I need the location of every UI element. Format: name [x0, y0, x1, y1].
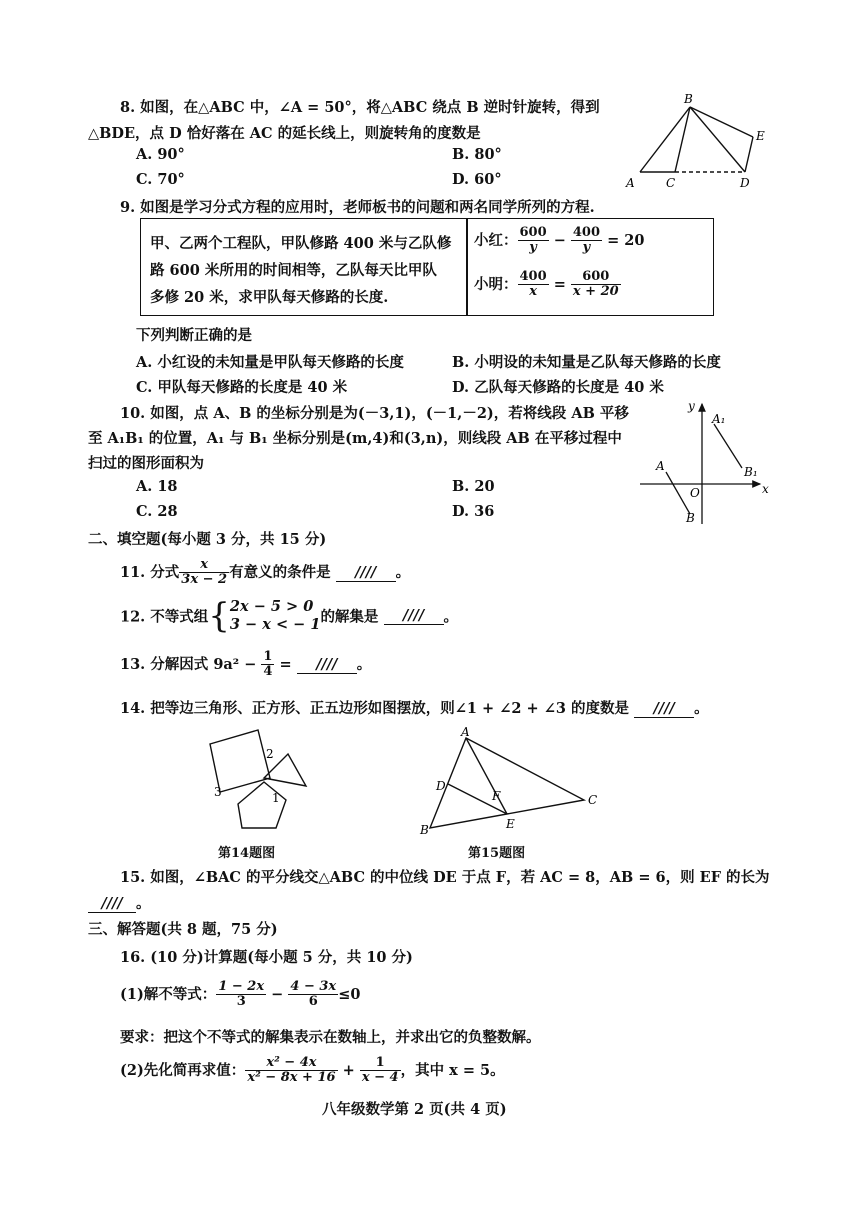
- q12-line: [120, 596, 458, 637]
- q16-p1-n1: 1 − 2x: [218, 979, 265, 994]
- q9-hong-rest: = 20: [607, 231, 645, 249]
- q8-label-e: E: [756, 129, 765, 143]
- q9-hong-n1: 600: [519, 225, 547, 240]
- q16-title: 16. (10 分)计算题(每小题 5 分，共 10 分): [120, 949, 413, 966]
- q10-line3: 扫过的图形面积为: [88, 455, 204, 472]
- q13-answer-blank: ////: [297, 656, 357, 674]
- q11-den: 3x − 2: [181, 572, 228, 588]
- q9-box-line1: 甲、乙两个工程队，甲队修路 400 米与乙队修: [150, 235, 452, 252]
- q9-hong-label: 小红：: [474, 231, 518, 249]
- q16-p2-pre: (2)先化简再求值：: [120, 1061, 246, 1079]
- q16-p1-op: −: [271, 985, 284, 1003]
- q15-answer-blank: ////: [88, 895, 136, 913]
- q16-p2-n1: x² − 4x: [245, 1056, 337, 1071]
- q15-label-c: C: [588, 793, 598, 807]
- section2-heading: 二、填空题(每小题 3 分，共 15 分): [88, 531, 327, 548]
- q10-line1: 10. 如图，点 A、B 的坐标分别是为(－3,1)，(－1,－2)，若将线段 AB 平移: [120, 405, 629, 422]
- q9-box-divider: [466, 218, 468, 315]
- q8-line1: 8. 如图，在△ABC 中，∠A = 50°，将△ABC 绕点 B 逆时针旋转，得到: [120, 99, 600, 116]
- q11-frac: [179, 558, 229, 588]
- q10-option-d: D. 36: [452, 503, 495, 520]
- q9-hong-frac1: [518, 226, 549, 256]
- q8-label-b: B: [684, 92, 693, 106]
- q9-ming-label: 小明：: [474, 275, 518, 293]
- q16-p2-d1: x² − 8x + 16: [247, 1070, 336, 1086]
- q9-hong-d1: y: [529, 240, 537, 256]
- q15-figure: [418, 725, 608, 842]
- q14-caption: 第14题图: [218, 846, 276, 861]
- q11-answer-blank: ////: [336, 564, 396, 582]
- q15-line1: 15. 如图，∠BAC 的平分线交△ABC 的中位线 DE 于点 F，若 AC = 8，AB = 6，则 EF 的长为: [120, 869, 770, 886]
- q10-option-a: A. 18: [136, 478, 178, 495]
- q12-end: 。: [443, 608, 458, 626]
- q15-label-a: A: [461, 725, 470, 739]
- q14-answer-blank: ////: [634, 700, 694, 718]
- q9-hong-d2: y: [582, 240, 591, 256]
- q8-figure: [620, 92, 780, 192]
- q15-label-b: B: [420, 823, 429, 837]
- q12-post: 的解集是: [320, 608, 379, 626]
- q16-p1-pre: (1)解不等式：: [120, 985, 217, 1003]
- q9-ming-n1: 400: [519, 269, 547, 284]
- q12-system: [230, 598, 321, 634]
- q16-p2-frac1: [245, 1056, 337, 1086]
- q15-line2: [88, 892, 151, 913]
- q16-p2-post: ，其中 x = 5。: [400, 1061, 505, 1079]
- q15-label-d: D: [436, 779, 446, 793]
- q14-end: 。: [694, 700, 709, 717]
- q16-part2: [120, 1056, 505, 1086]
- q16-p1-n2: 4 − 3x: [290, 979, 337, 994]
- q16-p2-op: +: [342, 1061, 355, 1079]
- q14-angle-1: 1: [272, 791, 280, 805]
- q13-frac: [261, 650, 274, 680]
- q10-option-c: C. 28: [136, 503, 178, 520]
- q10-option-b: B. 20: [452, 478, 495, 495]
- q14-angle-3: 3: [214, 785, 222, 799]
- q9-option-b: B. 小明设的未知量是乙队每天修路的长度: [452, 354, 721, 371]
- q11-num: x: [179, 558, 229, 573]
- q15-label-f: F: [492, 789, 501, 803]
- q8-option-a: A. 90°: [136, 146, 185, 163]
- q8-option-d: D. 60°: [452, 171, 502, 188]
- q14-angle-2: 2: [266, 747, 274, 761]
- q16-p2-frac2: [360, 1056, 401, 1086]
- q10-label-x: x: [762, 482, 769, 496]
- q10-label-a1: A₁: [712, 412, 726, 426]
- q12-ineq2: 3 − x < − 1: [229, 616, 321, 634]
- q9-box-line3: 多修 20 米，求甲队每天修路的长度.: [150, 289, 389, 306]
- q9-hong-n2: 400: [572, 225, 601, 240]
- q9-option-c: C. 甲队每天修路的长度是 40 米: [136, 379, 348, 396]
- q8-option-b: B. 80°: [452, 146, 502, 163]
- q9-ming-frac2: [571, 270, 621, 300]
- q8-option-c: C. 70°: [136, 171, 185, 188]
- q9-intro: 9. 如图是学习分式方程的应用时，老师板书的问题和两名同学所列的方程.: [120, 199, 595, 216]
- section3-heading: 三、解答题(共 8 题，75 分): [88, 921, 278, 938]
- q8-label-d: D: [740, 176, 750, 190]
- q10-label-o: O: [690, 486, 700, 500]
- q14-text: 14. 把等边三角形、正方形、正五边形如图摆放，则∠1 + ∠2 + ∠3 的度数是: [120, 700, 630, 717]
- q16-p2-n2: 1: [360, 1056, 401, 1071]
- q9-hong-equation: 小红： $\frac{600}{y}$ − $\frac{400}{y}$ = 20: [474, 225, 645, 256]
- q8-line2: △BDE，点 D 恰好落在 AC 的延长线上，则旋转角的度数是: [88, 125, 481, 142]
- q16-p2-d2: x − 4: [361, 1070, 399, 1086]
- q15-label-e: E: [506, 817, 515, 831]
- q13-end: 。: [356, 655, 372, 673]
- q9-box-line2: 路 600 米所用的时间相等，乙队每天比甲队: [150, 262, 437, 279]
- q13-line: [120, 650, 371, 680]
- q12-answer-blank: ////: [384, 607, 444, 625]
- q12-brace: {: [208, 596, 230, 637]
- q10-label-b: B: [686, 511, 695, 525]
- q12-ineq1: 2x − 5 > 0: [229, 598, 314, 615]
- q8-label-a: A: [626, 176, 635, 190]
- q10-label-y: y: [688, 399, 695, 413]
- q9-ming-n2: 600: [571, 270, 621, 285]
- q16-p1-frac2: [288, 980, 338, 1010]
- q11-end: 。: [395, 563, 411, 581]
- q11-line: [120, 558, 410, 588]
- q15-end: 。: [136, 895, 151, 912]
- q13-num: 1: [263, 649, 273, 664]
- q16-p1-d1: 3: [236, 994, 246, 1010]
- q14-figure: [206, 730, 316, 838]
- q14-line: [120, 697, 709, 718]
- q9-ming-d2: x + 20: [572, 284, 619, 300]
- q13-den: 4: [263, 664, 273, 680]
- q16-p1-post: ≤0: [338, 985, 361, 1003]
- q16-p1-frac1: [216, 980, 266, 1010]
- q16-requirement: 要求：把这个不等式的解集表示在数轴上，并求出它的负整数解。: [120, 1029, 541, 1046]
- q11-pre: 11. 分式: [120, 563, 180, 581]
- q16-part1: [120, 980, 360, 1010]
- q9-judge: 下列判断正确的是: [136, 327, 252, 344]
- q13-pre: 13. 分解因式 9a² −: [120, 655, 257, 673]
- q9-ming-frac1: [518, 270, 549, 300]
- q9-option-a: A. 小红设的未知量是甲队每天修路的长度: [136, 354, 404, 371]
- q15-caption: 第15题图: [468, 846, 526, 861]
- q13-post: =: [279, 655, 292, 673]
- q10-line2: 至 A₁B₁ 的位置，A₁ 与 B₁ 坐标分别是(m,4)和(3,n)，则线段 AB 在平移过程中: [88, 430, 622, 447]
- q9-ming-equation: 小明： $\frac{400}{x}$ = $\frac{600}{x + 20}$: [474, 269, 619, 300]
- q8-label-c: C: [666, 176, 676, 190]
- q10-figure: [636, 396, 776, 528]
- q9-ming-d1: x: [529, 284, 537, 300]
- q9-option-d: D. 乙队每天修路的长度是 40 米: [452, 379, 664, 396]
- q10-label-b1: B₁: [744, 465, 758, 479]
- q16-p1-d2: 6: [308, 994, 318, 1010]
- page-footer: 八年级数学第 2 页(共 4 页): [322, 1101, 507, 1118]
- q12-pre: 12. 不等式组: [120, 608, 209, 626]
- q11-post: 有意义的条件是: [229, 563, 331, 581]
- q9-hong-frac2: [571, 226, 602, 256]
- q10-label-a: A: [656, 459, 665, 473]
